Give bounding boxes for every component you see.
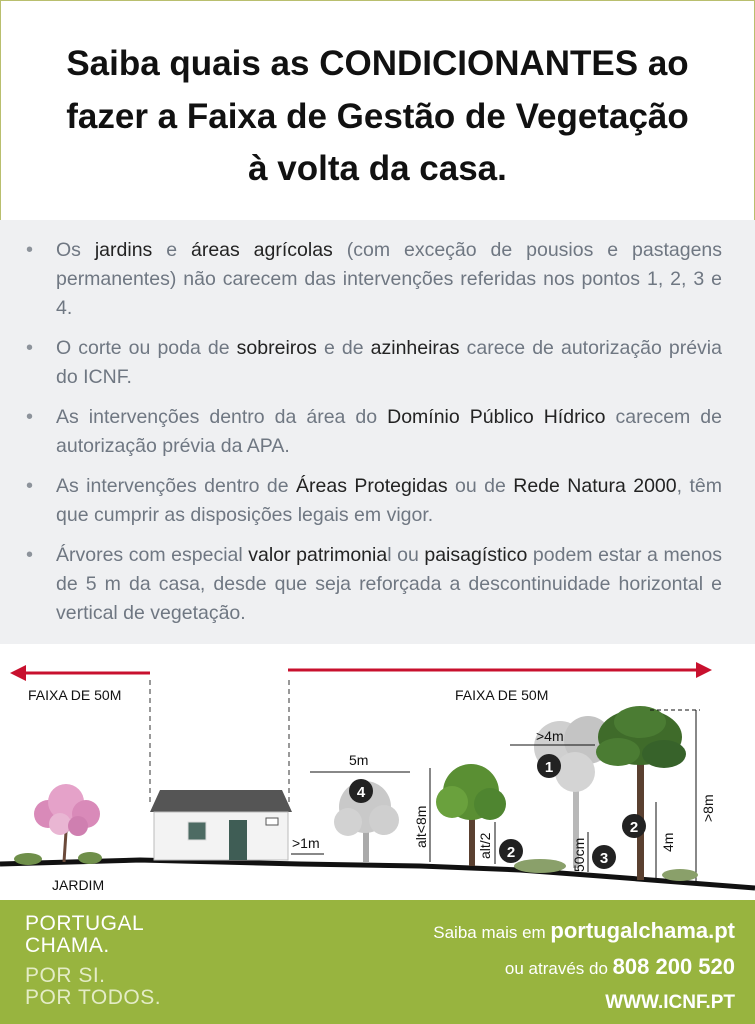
h-4m-label: 4m	[660, 832, 676, 852]
badge-4: 4	[356, 784, 366, 801]
arrow-right-icon	[288, 662, 712, 678]
text: e de	[316, 337, 371, 359]
highlight: áreas agrícolas	[190, 239, 333, 261]
highlight: Rede Natura 2000	[513, 475, 677, 497]
logo-line-2: CHAMA.	[25, 934, 110, 957]
shrub-icon	[514, 859, 566, 873]
highlight: azinheiras	[370, 337, 460, 359]
text: ou de	[447, 475, 514, 497]
shrub-icon	[14, 853, 42, 865]
h-50cm-label: 50cm	[571, 837, 587, 872]
text: O corte ou poda de	[56, 337, 237, 359]
phone-line	[505, 954, 735, 980]
badge-3: 3	[599, 850, 609, 867]
more-info-text: Saiba mais em	[433, 923, 551, 942]
page-title	[20, 38, 735, 196]
shrub-icon	[662, 869, 698, 881]
list-item	[22, 541, 722, 628]
footer	[0, 900, 755, 1024]
bullet-icon: •	[26, 239, 34, 261]
vegetation-diagram	[0, 652, 755, 900]
highlight: paisagístico	[424, 544, 528, 566]
jardim-label: JARDIM	[52, 877, 105, 893]
arrow-left-icon	[10, 665, 150, 681]
h-8m-label: >8m	[700, 794, 716, 822]
list-item	[22, 334, 722, 392]
title-line-3: à volta da casa.	[248, 149, 507, 188]
title-line-2: fazer a Faixa de Gestão de Vegetação	[66, 96, 689, 136]
bullet-icon: •	[26, 475, 34, 497]
list-item	[22, 472, 722, 530]
dist-5m-label: 5m	[349, 752, 369, 768]
highlight: Áreas Protegidas	[296, 475, 448, 497]
more-info-line	[433, 918, 735, 944]
text: As intervenções dentro de	[56, 475, 296, 497]
site-link[interactable]: portugalchama.pt	[550, 918, 735, 943]
bullet-icon: •	[26, 544, 34, 566]
faixa-right-label: FAIXA DE 50M	[455, 687, 549, 703]
text: Os	[56, 239, 95, 261]
dist-1m-label: >1m	[292, 835, 320, 851]
text: e	[152, 239, 191, 261]
badge-2b: 2	[629, 819, 639, 836]
title-line-1: Saiba quais as CONDICIONANTES ao	[66, 44, 689, 83]
list-item	[22, 403, 722, 461]
alt-8m-label: alt<8m	[413, 805, 429, 848]
highlight: sobreiros	[236, 337, 317, 359]
text: As intervenções dentro da área do	[56, 406, 388, 428]
text: , têm que cumprir as disposições legais em vigor.	[56, 475, 722, 526]
text: (com exceção de pousios e pastagens permanentes) não carecem das intervenções referidas nos pontos 1, 2, 3 e 4.	[56, 239, 723, 319]
text: l ou	[387, 544, 425, 566]
logo-line-3: POR SI.	[25, 964, 106, 987]
badge-1: 1	[544, 759, 554, 776]
faixa-left-label: FAIXA DE 50M	[28, 687, 122, 703]
text: Árvores com especial	[56, 544, 249, 566]
logo-line-1: PORTUGAL	[25, 912, 145, 935]
phone-number[interactable]: 808 200 520	[612, 954, 735, 979]
highlight: jardins	[94, 239, 153, 261]
icnf-link[interactable]: WWW.ICNF.PT	[605, 992, 735, 1013]
badge-2: 2	[506, 844, 516, 861]
phone-text: ou através do	[504, 959, 613, 978]
alt-half-label: alt/2	[477, 832, 493, 859]
bullet-icon: •	[26, 406, 34, 428]
logo-line-4: POR TODOS.	[25, 986, 162, 1009]
text: carece de autorização prévia do ICNF.	[56, 337, 722, 388]
dist-4m-label: >4m	[536, 728, 564, 744]
text: podem estar a menos de 5 m da casa, desde que seja reforçada a descontinuidade horizontal e vertical de vegetação.	[56, 544, 722, 624]
shrub-icon	[78, 852, 102, 864]
pink-tree-icon	[34, 784, 100, 862]
highlight: valor patrimonia	[248, 544, 388, 566]
conditions-list	[22, 236, 722, 639]
bullet-icon: •	[26, 337, 34, 359]
list-item	[22, 236, 722, 323]
text: carecem de autorização prévia da APA.	[56, 406, 722, 457]
house-icon	[150, 790, 292, 860]
highlight: Domínio Público Hídrico	[387, 406, 606, 428]
